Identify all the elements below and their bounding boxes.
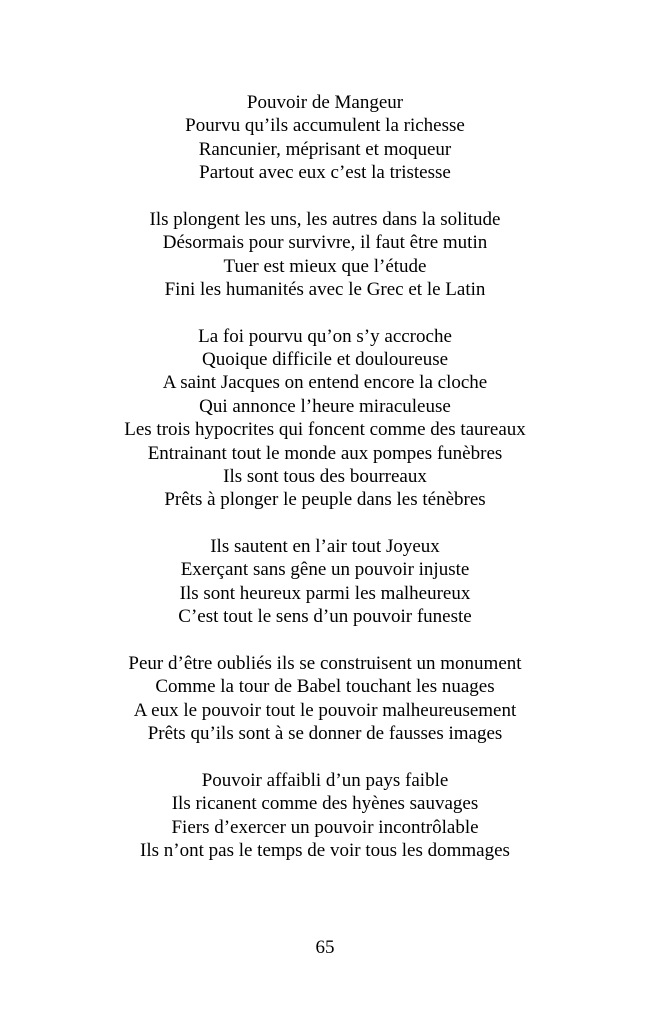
poem-line: Pourvu qu’ils accumulent la richesse xyxy=(185,115,465,137)
poem-line: Ils sont tous des bourreaux xyxy=(223,466,427,488)
poem-line: Pouvoir de Mangeur xyxy=(246,92,404,113)
page-number: 65 xyxy=(315,937,335,958)
poem-line: A eux le pouvoir tout le pouvoir malheureusement xyxy=(133,699,517,721)
poem-line: La foi pourvu qu’on s’y accroche xyxy=(198,325,452,347)
poem-line: Quoique difficile et douloureuse xyxy=(201,349,449,371)
poem-line: Exerçant sans gêne un pouvoir injuste xyxy=(180,559,470,581)
poem-line: Fini les humanités avec le Grec et le Latin xyxy=(164,279,486,301)
poem-line: Ils ricanent comme des hyènes sauvages xyxy=(171,793,479,815)
stanza-3 xyxy=(0,325,650,512)
poem-line: Ils plongent les uns, les autres dans la solitude xyxy=(149,208,501,230)
stanza-4 xyxy=(0,535,650,629)
poem-line: Tuer est mieux que l’étude xyxy=(223,255,427,277)
poem-line: Ils n’ont pas le temps de voir tous les dommages xyxy=(140,839,510,861)
poem-line: Partout avec eux c’est la tristesse xyxy=(199,162,451,184)
poem-line: Comme la tour de Babel touchant les nuages xyxy=(155,676,495,698)
poem xyxy=(0,91,650,886)
poem-line: Entrainant tout le monde aux pompes funèbres xyxy=(147,442,503,464)
stanza-2 xyxy=(0,208,650,302)
stanza-1 xyxy=(0,91,650,185)
poem-line: Qui annonce l’heure miraculeuse xyxy=(199,395,451,417)
poem-line: Ils sont heureux parmi les malheureux xyxy=(179,582,471,604)
poem-line: Rancunier, méprisant et moqueur xyxy=(198,138,452,160)
poem-line: A saint Jacques on entend encore la cloche xyxy=(162,372,488,394)
poem-line: Pouvoir affaibli d’un pays faible xyxy=(201,769,449,791)
poem-line: Peur d’être oubliés ils se construisent un monument xyxy=(128,652,522,674)
poem-line: Prêts qu’ils sont à se donner de fausses images xyxy=(147,723,503,745)
poem-line: Ils sautent en l’air tout Joyeux xyxy=(210,536,440,558)
poem-line: Les trois hypocrites qui foncent comme des taureaux xyxy=(124,419,526,441)
poem-line: C’est tout le sens d’un pouvoir funeste xyxy=(178,606,472,628)
poem-line: Désormais pour survivre, il faut être mutin xyxy=(162,232,488,254)
poem-line: Fiers d’exercer un pouvoir incontrôlable xyxy=(171,816,479,838)
stanza-6 xyxy=(0,769,650,863)
poem-line: Prêts à plonger le peuple dans les ténèbres xyxy=(164,489,486,511)
stanza-5 xyxy=(0,652,650,746)
